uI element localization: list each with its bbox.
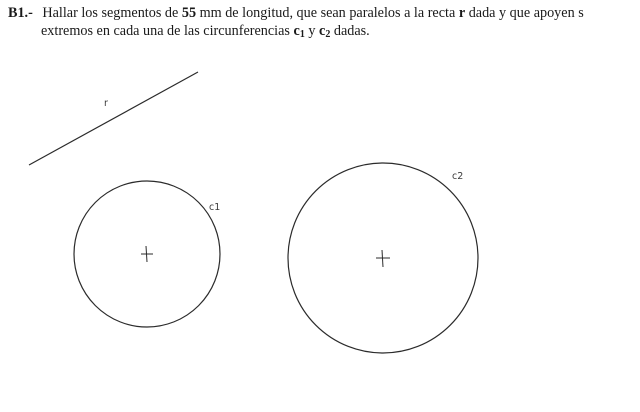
circle-c1-label: c1: [209, 202, 221, 213]
circle-c2-center-mark: [376, 250, 390, 267]
problem-text-5: y: [304, 23, 319, 39]
problem-text-6: dadas.: [330, 23, 370, 39]
circle2-name-letter: c: [319, 23, 326, 39]
problem-text-1: Hallar los segmentos de: [42, 5, 182, 21]
circle-c2-label: c2: [452, 171, 464, 182]
line-name: r: [458, 5, 466, 21]
problem-text-4: extremos en cada una de las circunferencias: [41, 23, 294, 39]
circle1-name-subscript: 1: [299, 29, 305, 40]
segment-length: 55: [181, 5, 197, 21]
problem-text-3: dada y que apoyen s: [465, 5, 584, 21]
circle1-name-letter: c: [293, 23, 300, 39]
problem-number: B1.-: [8, 5, 33, 21]
circle-c1-center-mark: [141, 246, 153, 262]
circle2-name-subscript: 2: [325, 29, 331, 40]
problem-text-2: mm de longitud, que sean paralelos a la recta: [196, 5, 459, 21]
line-r: [29, 72, 198, 165]
line-r-label: r: [104, 98, 108, 109]
